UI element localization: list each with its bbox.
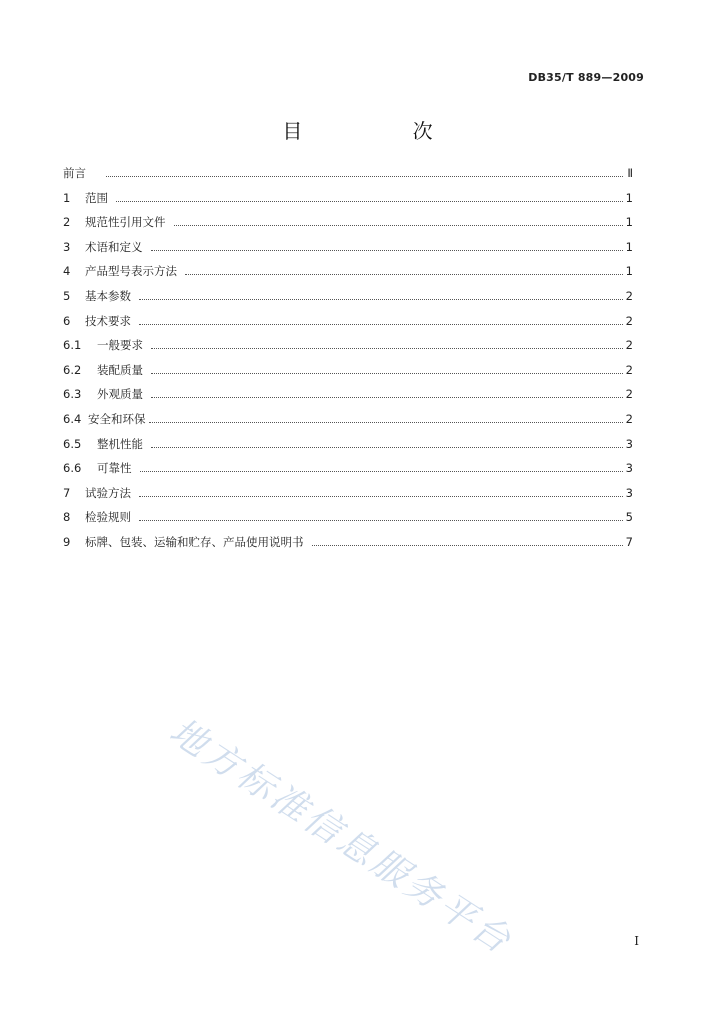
toc-entry-number: 4 (63, 264, 71, 279)
dot-leader (139, 496, 623, 497)
toc-entry-number: 3 (63, 239, 71, 254)
toc-entry-number: 6 (63, 313, 71, 328)
toc-entry-label: 装配质量 (97, 362, 143, 377)
toc-entry-number: 1 (63, 190, 71, 205)
toc-entry-page: 2 (625, 362, 633, 377)
toc-entry-label: 产品型号表示方法 (85, 264, 177, 279)
dot-leader (185, 274, 623, 275)
toc-entry-technical-requirements[interactable] (63, 313, 633, 338)
toc-entry-number: 6.1 (63, 338, 82, 353)
toc-entry-appearance-quality[interactable] (63, 386, 633, 411)
toc-entry-number: 5 (63, 288, 71, 303)
toc-entry-number: 6.3 (63, 387, 82, 402)
toc-entry-marking-packaging[interactable] (63, 534, 633, 559)
toc-entry-label: 基本参数 (85, 288, 131, 303)
toc-entry-label: 一般要求 (97, 338, 143, 353)
dot-leader (149, 422, 624, 423)
toc-entry-page: 2 (625, 387, 633, 402)
toc-entry-label: 外观质量 (97, 387, 143, 402)
toc-entry-basic-parameters[interactable] (63, 288, 633, 313)
toc-entry-test-methods[interactable] (63, 485, 633, 510)
toc-entry-page: 5 (625, 510, 633, 525)
dot-leader (139, 520, 623, 521)
toc-entry-general-requirements[interactable] (63, 337, 633, 362)
toc-entry-label: 范围 (85, 190, 108, 205)
toc-entry-safety-environment[interactable] (63, 411, 633, 436)
toc-entry-machine-performance[interactable] (63, 436, 633, 461)
toc-entry-foreword[interactable] (63, 165, 633, 190)
table-of-contents (63, 165, 633, 559)
toc-entry-number: 6.4 (63, 411, 82, 426)
toc-entry-label: 技术要求 (85, 313, 131, 328)
toc-entry-label: 检验规则 (85, 510, 131, 525)
toc-entry-number: 6.6 (63, 461, 82, 476)
toc-entry-number: 7 (63, 485, 71, 500)
toc-entry-number: 6.5 (63, 436, 82, 451)
toc-entry-page: 3 (625, 436, 633, 451)
toc-entry-label: 前言 (63, 166, 86, 180)
toc-entry-label: 安全和环保 (88, 411, 146, 426)
dot-leader (116, 201, 623, 202)
toc-entry-inspection-rules[interactable] (63, 509, 633, 534)
dot-leader (151, 348, 623, 349)
toc-entry-page: 2 (625, 411, 633, 426)
toc-entry-reliability[interactable] (63, 460, 633, 485)
dot-leader (151, 250, 624, 251)
toc-entry-page: 1 (625, 190, 633, 205)
toc-entry-label: 规范性引用文件 (85, 215, 166, 230)
toc-entry-label: 试验方法 (85, 485, 131, 500)
toc-entry-number: 9 (63, 534, 71, 549)
dot-leader (312, 545, 624, 546)
toc-entry-page: 3 (625, 461, 633, 476)
toc-entry-assembly-quality[interactable] (63, 362, 633, 387)
toc-entry-page: 3 (625, 485, 633, 500)
toc-entry-page: 2 (625, 288, 633, 303)
watermark-text: 地方标准信息服务平台 (162, 710, 521, 964)
dot-leader (140, 471, 624, 472)
dot-leader (139, 324, 623, 325)
toc-entry-page: 1 (625, 264, 633, 279)
toc-entry-page: 2 (625, 338, 633, 353)
dot-leader (106, 176, 623, 177)
dot-leader (139, 299, 623, 300)
toc-entry-label: 整机性能 (97, 436, 143, 451)
toc-entry-page: 1 (625, 239, 633, 254)
toc-entry-page: 7 (625, 534, 633, 549)
document-code: DB35/T 889—2009 (528, 71, 644, 84)
page-number: I (634, 934, 639, 948)
toc-entry-page: 1 (625, 215, 633, 230)
dot-leader (151, 397, 623, 398)
toc-entry-page: Ⅱ (627, 166, 633, 180)
toc-entry-label: 术语和定义 (85, 239, 143, 254)
toc-entry-model-notation[interactable] (63, 263, 633, 288)
toc-entry-label: 标牌、包装、运输和贮存、产品使用说明书 (85, 534, 304, 549)
toc-entry-terms-definitions[interactable] (63, 239, 633, 264)
toc-entry-normative-references[interactable] (63, 214, 633, 239)
dot-leader (151, 447, 623, 448)
toc-heading: 目 次 (282, 119, 485, 143)
toc-entry-number: 8 (63, 510, 71, 525)
toc-entry-scope[interactable] (63, 190, 633, 215)
dot-leader (174, 225, 624, 226)
toc-entry-number: 6.2 (63, 362, 82, 377)
toc-entry-number: 2 (63, 215, 71, 230)
dot-leader (151, 373, 623, 374)
toc-entry-page: 2 (625, 313, 633, 328)
toc-entry-label: 可靠性 (97, 461, 132, 476)
